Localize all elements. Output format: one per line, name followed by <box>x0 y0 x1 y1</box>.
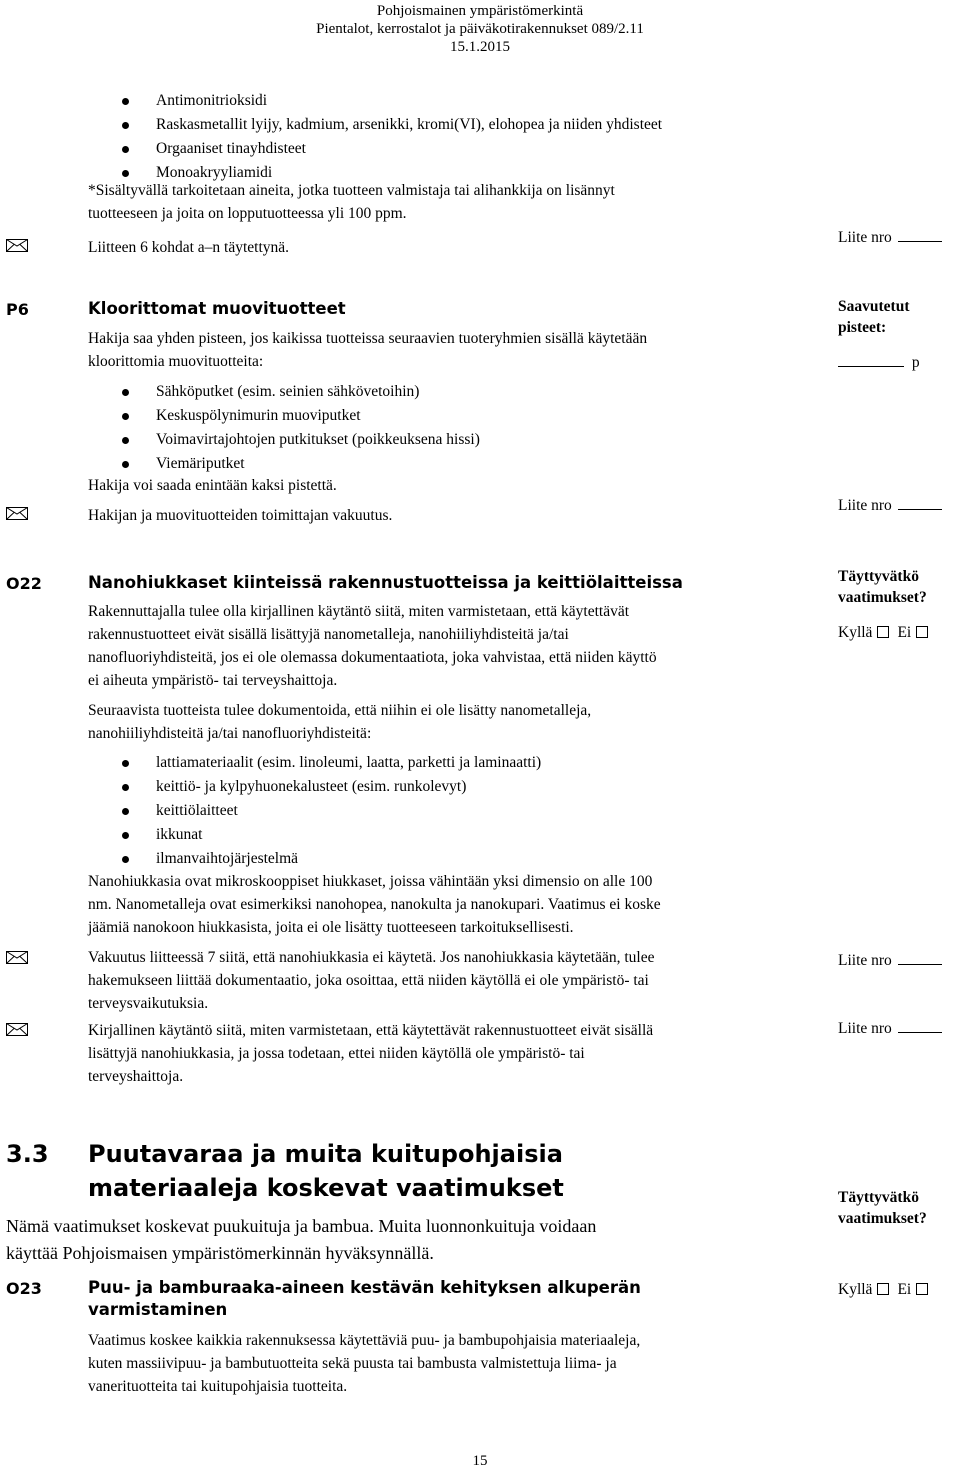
text-line: hakemukseen liittää dokumentaatio, joka osoittaa, että niiden käytöllä ei ole ympäristö- tai <box>88 972 649 989</box>
text-line: nm. Nanometalleja ovat esimerkiksi nanohopea, nanokulta ja nanokupari. Vaatimus ei koske <box>88 896 661 913</box>
list-item: ilmanvaihtojärjestelmä <box>156 847 541 871</box>
list-item: Orgaaniset tinayhdisteet <box>156 137 662 161</box>
list-item: Raskasmetallit lyijy, kadmium, arsenikki, kromi(VI), elohopea ja niiden yhdisteet <box>156 113 662 137</box>
points-blank <box>838 365 904 367</box>
no-label: Ei <box>897 1281 912 1298</box>
attachment-number-field[interactable] <box>838 227 942 249</box>
header-line-1: Pohjoismainen ympäristömerkintä <box>376 3 584 19</box>
envelope-icon <box>6 951 28 964</box>
attachment-blank <box>898 963 942 965</box>
points-label-line-1: Saavutetut <box>838 298 910 315</box>
no-label: Ei <box>897 624 912 641</box>
text-line: jäämiä nanokoon hiukkasista, joita ei ole lisätty tuotteeseen tarkoituksellisesti. <box>88 919 574 936</box>
list-item: keittiö- ja kylpyhuonekalusteet (esim. runkolevyt) <box>156 775 541 799</box>
text-line: kuten massiivipuu- ja bambutuotteita sekä puusta tai bambusta valmistettuja liima- ja <box>88 1355 617 1372</box>
text-line: Vakuutus liitteessä 7 siitä, että nanohiukkasia ei käytetä. Jos nanohiukkasia käytetään, tulee <box>88 949 655 966</box>
check-label <box>838 1187 927 1229</box>
header-line-3: 15.1.2015 <box>450 39 510 55</box>
paragraph-3 <box>88 870 661 939</box>
list-item: Viemäriputket <box>156 452 480 476</box>
intro-line-2: kloorittomia muovituotteita: <box>88 353 264 370</box>
section-number: 3.3 <box>6 1140 49 1168</box>
no-checkbox[interactable] <box>916 1283 928 1295</box>
documentation-text: Liitteen 6 kohdat a–n täytettynä. <box>88 239 290 256</box>
list-item: lattiamateriaalit (esim. linoleumi, laatta, parketti ja laminaatti) <box>156 751 541 775</box>
text-line: terveysvaikutuksia. <box>88 995 209 1012</box>
text-line: käyttää Pohjoismaisen ympäristömerkinnän hyväksynnällä. <box>6 1243 434 1263</box>
list-item: ikkunat <box>156 823 541 847</box>
requirement-title: Nanohiukkaset kiinteissä rakennustuotteissa ja keittiölaitteissa <box>88 573 683 592</box>
text-line: rakennustuotteet eivät sisällä lisättyjä nanometalleja, nanohiiliyhdisteitä ja/tai <box>88 626 569 643</box>
list-item: Voimavirtajohtojen putkitukset (poikkeuksena hissi) <box>156 428 480 452</box>
attachment-blank <box>898 508 942 510</box>
page-header <box>0 2 960 56</box>
footnote-line-1: *Sisältyvällä tarkoitetaan aineita, jotka tuotteen valmistaja tai alihankkija on lisännyt <box>88 182 615 199</box>
requirement-body <box>88 1329 640 1398</box>
envelope-icon <box>6 239 28 252</box>
text-line: Seuraavista tuotteista tulee dokumentoida, että niihin ei ole lisätty nanometalleja, <box>88 702 592 719</box>
section-intro <box>6 1213 596 1267</box>
text-line: Nämä vaatimukset koskevat puukuituja ja bambua. Muita luonnonkuituja voidaan <box>6 1216 597 1236</box>
footnote <box>88 179 615 225</box>
attachment-number-field[interactable] <box>838 495 942 517</box>
max-points-text: Hakija voi saada enintään kaksi pistettä. <box>88 477 337 494</box>
points-label-line-2: pisteet: <box>838 319 887 336</box>
paragraph-2 <box>88 699 591 745</box>
yes-label: Kyllä <box>838 624 873 641</box>
intro-line-1: Hakija saa yhden pisteen, jos kaikissa tuotteissa seuraavien tuoteryhmien sisällä käytetään <box>88 330 648 347</box>
title-line-1: Puu- ja bamburaaka-aineen kestävän kehityksen alkuperän <box>88 1278 641 1297</box>
nano-products-list <box>156 751 541 871</box>
footnote-line-2: tuotteeseen ja joita on lopputuotteessa yli 100 ppm. <box>88 205 407 222</box>
text-line: nanohiiliyhdisteitä ja/tai nanofluoriyhdisteitä: <box>88 725 372 742</box>
envelope-icon <box>6 1023 28 1036</box>
check-label-line-2: vaatimukset? <box>838 589 927 606</box>
substance-list <box>156 89 662 185</box>
attachment-blank <box>898 1031 942 1033</box>
attachment-label: Liite nro <box>838 229 892 246</box>
attachment-label: Liite nro <box>838 952 892 969</box>
list-item: Monoakryyliamidi <box>156 161 662 185</box>
requirement-code: O22 <box>6 574 42 593</box>
envelope-icon <box>6 507 28 520</box>
requirement-code: O23 <box>6 1279 42 1298</box>
compliance-checkboxes <box>838 1279 936 1301</box>
title-line-2: varmistaminen <box>88 1300 228 1319</box>
attachment-label: Liite nro <box>838 497 892 514</box>
yes-checkbox[interactable] <box>877 626 889 638</box>
text-line: Rakennuttajalla tulee olla kirjallinen käytäntö siitä, miten varmistetaan, että käytettävät <box>88 603 630 620</box>
attachment-blank <box>898 240 942 242</box>
check-label <box>838 566 927 608</box>
text-line: ei aiheuta ympäristö- tai terveyshaittoja. <box>88 672 338 689</box>
check-label-line-2: vaatimukset? <box>838 1210 927 1227</box>
text-line: terveyshaittoja. <box>88 1068 184 1085</box>
attachment-number-field[interactable] <box>838 1018 942 1040</box>
page-number: 15 <box>472 1453 488 1469</box>
list-item: Sähköputket (esim. seinien sähkövetoihin) <box>156 380 480 404</box>
check-label-line-1: Täyttyvätkö <box>838 1189 919 1206</box>
text-line: vanerituotteita tai kuitupohjaisia tuotteita. <box>88 1378 348 1395</box>
text-line: nanofluoriyhdisteitä, jos ei ole olemassa dokumentaatiota, joka vahvistaa, että niiden käyttö <box>88 649 657 666</box>
documentation-1 <box>88 946 654 1015</box>
paragraph-1 <box>88 600 657 692</box>
documentation-text: Hakijan ja muovituotteiden toimittajan vakuutus. <box>88 507 393 524</box>
requirement-intro <box>88 327 647 373</box>
check-label-line-1: Täyttyvätkö <box>838 568 919 585</box>
attachment-label: Liite nro <box>838 1020 892 1037</box>
requirement-title: Kloorittomat muovituotteet <box>88 299 346 318</box>
text-line: Kirjallinen käytäntö siitä, miten varmistetaan, että käytettävät rakennustuotteet eivät sisällä <box>88 1022 654 1039</box>
yes-checkbox[interactable] <box>877 1283 889 1295</box>
plastic-products-list <box>156 380 480 476</box>
points-unit: p <box>911 354 920 371</box>
yes-label: Kyllä <box>838 1281 873 1298</box>
list-item: keittiölaitteet <box>156 799 541 823</box>
compliance-checkboxes <box>838 622 936 644</box>
requirement-title <box>88 1277 641 1321</box>
documentation-2 <box>88 1019 653 1088</box>
text-line: lisättyjä nanohiukkasia, ja jossa todetaan, ettei niiden käytöllä ole ympäristö- tai <box>88 1045 585 1062</box>
header-line-2: Pientalot, kerrostalot ja päiväkotirakennukset 089/2.11 <box>316 21 644 37</box>
list-item: Antimonitrioksidi <box>156 89 662 113</box>
list-item: Keskuspölynimurin muoviputket <box>156 404 480 428</box>
attachment-number-field[interactable] <box>838 950 942 972</box>
points-field[interactable] <box>838 352 920 374</box>
text-line: Vaatimus koskee kaikkia rakennuksessa käytettäviä puu- ja bambupohjaisia materiaaleja, <box>88 1332 641 1349</box>
section-title: Puutavaraa ja muita kuitupohjaisia materiaaleja koskevat vaatimukset <box>88 1140 564 1202</box>
text-line: Nanohiukkasia ovat mikroskooppiset hiukkaset, joissa vähintään yksi dimensio on alle 100 <box>88 873 653 890</box>
no-checkbox[interactable] <box>916 626 928 638</box>
requirement-code: P6 <box>6 300 29 319</box>
points-label <box>838 296 909 338</box>
